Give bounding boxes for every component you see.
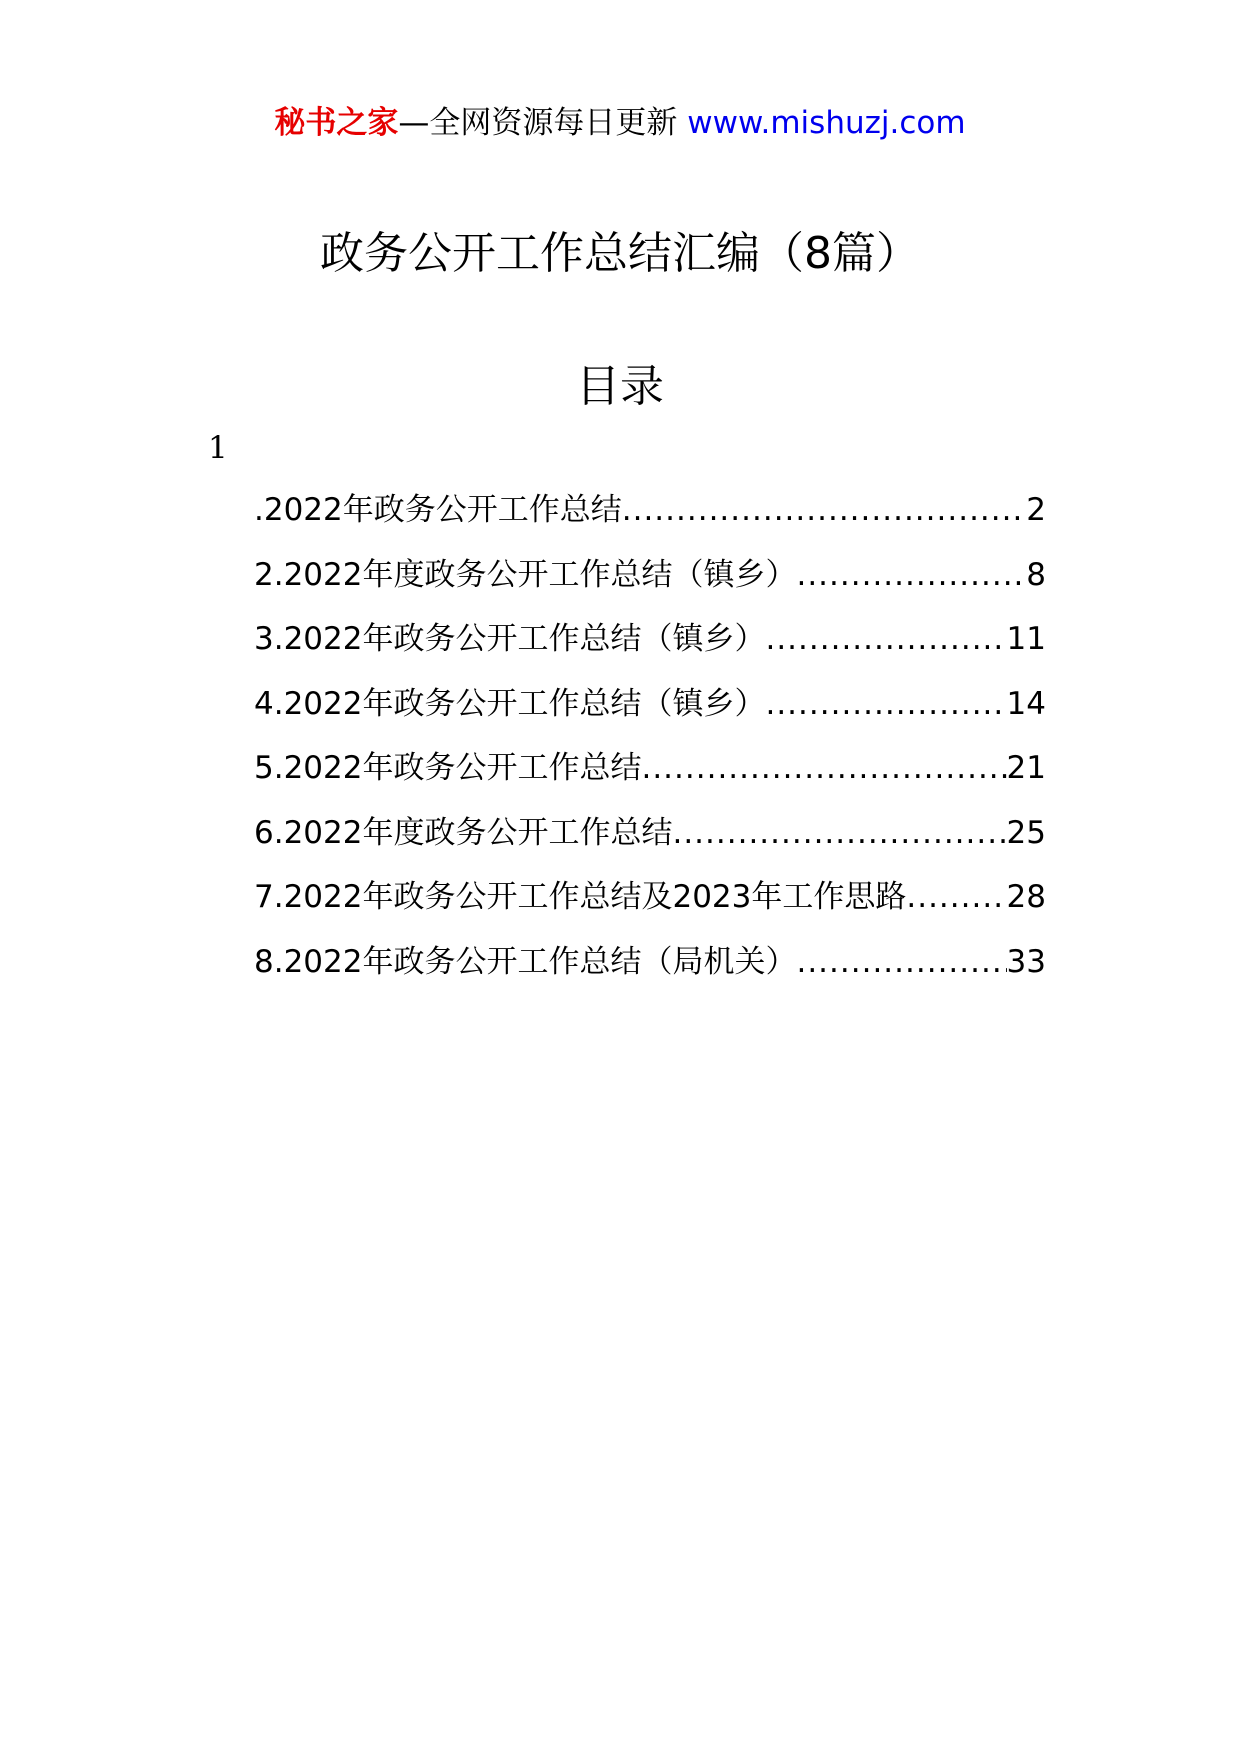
toc-entry-title: 3.2022年政务公开工作总结（镇乡） [254, 621, 766, 657]
toc-dot-leader [765, 619, 1006, 659]
site-header [0, 100, 1240, 146]
toc-heading: 目录 [576, 361, 664, 412]
toc-entry-title: 7.2022年政务公开工作总结及2023年工作思路 [254, 879, 907, 915]
toc-entry-title: 8.2022年政务公开工作总结（局机关） [254, 943, 797, 980]
toc-entry-title: 6.2022年度政务公开工作总结 [254, 814, 673, 851]
toc-dot-leader [796, 555, 1026, 595]
toc-entry[interactable] [254, 877, 1046, 942]
site-url-link[interactable]: www.mishuzj.com [687, 105, 966, 141]
toc-page-number: 28 [1006, 879, 1046, 915]
brand-name: 秘书之家 [274, 105, 399, 141]
toc-entry-title: 4.2022年政务公开工作总结（镇乡） [254, 685, 766, 722]
toc-page-number: 21 [1006, 750, 1046, 786]
table-of-contents [254, 490, 1046, 1006]
toc-entry[interactable] [254, 813, 1046, 878]
toc-entry[interactable] [254, 619, 1046, 684]
toc-page-number: 2 [1026, 492, 1046, 528]
toc-entry[interactable] [254, 684, 1046, 749]
toc-page-number: 25 [1006, 814, 1046, 851]
toc-dot-leader [906, 877, 1006, 917]
toc-dot-leader [622, 490, 1027, 530]
toc-entry-title: .2022年政务公开工作总结 [254, 492, 622, 528]
toc-page-number: 33 [1006, 943, 1046, 980]
toc-entry[interactable] [254, 555, 1046, 620]
toc-dot-leader [641, 748, 1006, 788]
toc-dot-leader [796, 942, 1006, 982]
toc-entry[interactable] [254, 942, 1046, 1007]
document-title: 政务公开工作总结汇编（8篇） [320, 228, 920, 279]
toc-dot-leader [765, 684, 1006, 724]
toc-page-number: 14 [1006, 685, 1046, 722]
toc-entry-title: 5.2022年政务公开工作总结 [254, 750, 642, 786]
toc-page-number: 11 [1006, 621, 1046, 657]
toc-entry-title: 2.2022年度政务公开工作总结（镇乡） [254, 556, 797, 593]
page-marker: 1 [208, 430, 228, 466]
toc-dot-leader [672, 813, 1006, 853]
toc-entry[interactable] [254, 748, 1046, 813]
toc-page-number: 8 [1026, 556, 1046, 593]
toc-entry[interactable] [254, 490, 1046, 555]
site-slogan: —全网资源每日更新 [398, 105, 688, 141]
